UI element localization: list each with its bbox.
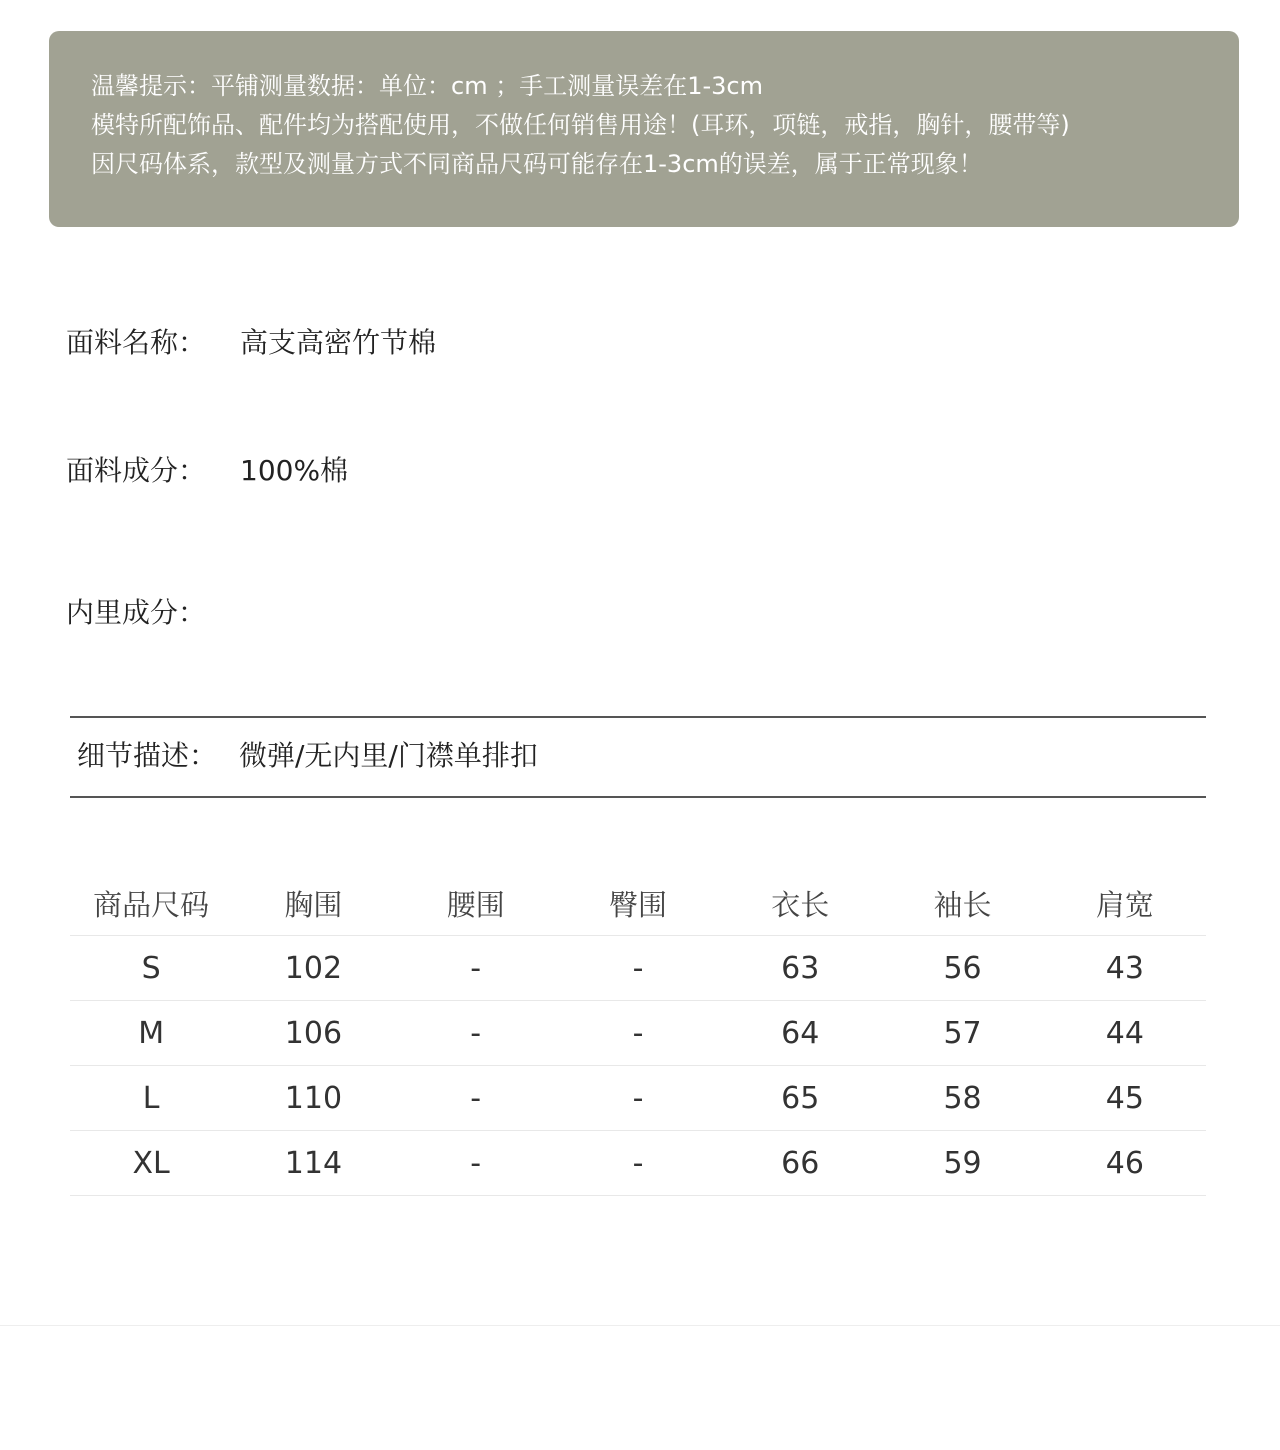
table-cell: - xyxy=(395,1066,557,1131)
fabric-composition-row xyxy=(66,451,348,491)
table-cell: 59 xyxy=(881,1131,1043,1196)
table-cell: 65 xyxy=(719,1066,881,1131)
table-cell: 43 xyxy=(1044,936,1206,1001)
table-cell: 106 xyxy=(232,1001,394,1066)
detail-bottom-rule xyxy=(70,796,1206,798)
page-bottom-divider xyxy=(0,1325,1280,1326)
table-cell: - xyxy=(557,1066,719,1131)
table-cell: 64 xyxy=(719,1001,881,1066)
lining-composition-label: 内里成分： xyxy=(66,596,207,629)
notice-line: 模特所配饰品、配件均为搭配使用，不做任何销售用途！(耳环，项链，戒指，胸针，腰带等) xyxy=(91,111,1070,139)
header-sleeve: 袖长 xyxy=(881,871,1043,936)
table-cell: 56 xyxy=(881,936,1043,1001)
table-cell: M xyxy=(70,1001,232,1066)
table-cell: 57 xyxy=(881,1001,1043,1066)
table-cell: - xyxy=(395,936,557,1001)
fabric-name-row xyxy=(66,323,436,363)
table-row xyxy=(70,1066,1206,1131)
table-row xyxy=(70,1001,1206,1066)
table-cell: 66 xyxy=(719,1131,881,1196)
header-shoulder: 肩宽 xyxy=(1044,871,1206,936)
table-cell: S xyxy=(70,936,232,1001)
header-waist: 腰围 xyxy=(395,871,557,936)
measurement-notice xyxy=(49,31,1239,227)
header-size: 商品尺码 xyxy=(70,871,232,936)
table-cell: - xyxy=(395,1001,557,1066)
table-cell: 110 xyxy=(232,1066,394,1131)
header-chest: 胸围 xyxy=(232,871,394,936)
table-cell: 46 xyxy=(1044,1131,1206,1196)
table-cell: 102 xyxy=(232,936,394,1001)
detail-description-value: 微弹/无内里/门襟单排扣 xyxy=(239,739,538,772)
fabric-composition-label: 面料成分： xyxy=(66,454,207,487)
table-cell: L xyxy=(70,1066,232,1131)
table-cell: - xyxy=(557,936,719,1001)
table-cell: 63 xyxy=(719,936,881,1001)
fabric-name-value: 高支高密竹节棉 xyxy=(240,326,437,359)
notice-line: 温馨提示：平铺测量数据：单位：cm ；手工测量误差在1-3cm xyxy=(91,72,763,100)
table-cell: 114 xyxy=(232,1131,394,1196)
table-cell: 45 xyxy=(1044,1066,1206,1131)
detail-description-row xyxy=(77,736,538,776)
table-row xyxy=(70,936,1206,1001)
lining-composition-row xyxy=(66,593,240,633)
fabric-name-label: 面料名称： xyxy=(66,326,207,359)
detail-top-rule xyxy=(70,716,1206,718)
table-header-row xyxy=(70,871,1206,936)
table-cell: - xyxy=(557,1001,719,1066)
header-length: 衣长 xyxy=(719,871,881,936)
table-cell: XL xyxy=(70,1131,232,1196)
table-cell: - xyxy=(557,1131,719,1196)
header-hip: 臀围 xyxy=(557,871,719,936)
table-cell: 44 xyxy=(1044,1001,1206,1066)
table-row xyxy=(70,1131,1206,1196)
notice-line: 因尺码体系，款型及测量方式不同商品尺码可能存在1-3cm的误差，属于正常现象！ xyxy=(91,150,983,178)
fabric-composition-value: 100%棉 xyxy=(240,454,349,487)
detail-description-label: 细节描述： xyxy=(77,739,218,772)
table-cell: - xyxy=(395,1131,557,1196)
table-cell: 58 xyxy=(881,1066,1043,1131)
size-chart-table xyxy=(70,871,1206,1196)
